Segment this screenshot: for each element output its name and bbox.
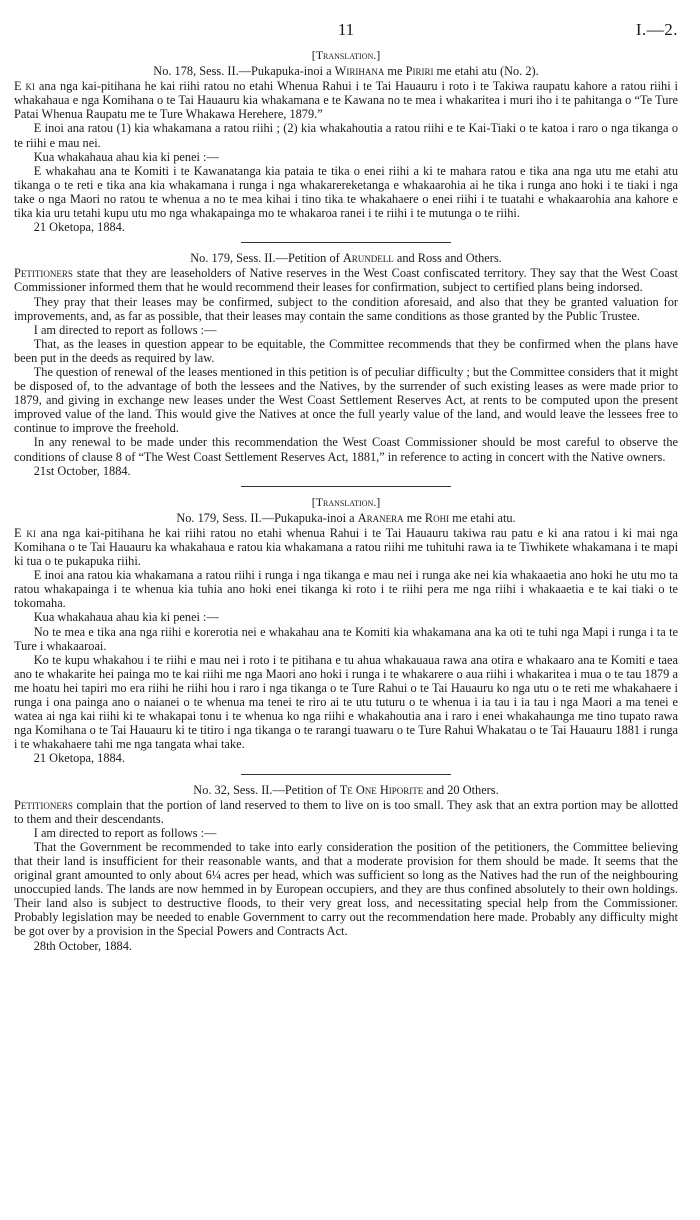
section-title bbox=[14, 251, 678, 265]
title-suffix: and Others. bbox=[441, 251, 502, 266]
paragraph: E inoi ana ratou kia whakamana a ratou riihi i runga i nga tikanga e mau nei i runga ake nei kia whakaaetia ano hoki he utu mo ta ratou whakapainga i te whenua kia tuhia ano hoki enei tikanga ki roto i te riihi pera me nga riihi i whakaaetia e te kai tiaki o te tokomaha. bbox=[14, 568, 678, 611]
paragraph: The question of renewal of the leases mentioned in this petition is of peculiar difficulty ; but the Committee considers that it might be disposed of, to the advantage of both the lessees and the Natives, by the surrender of such existing leases as were made prior to 1879, and giving in exchange new leases under the West Coast Settlement Reserves Act, at rents to be computed upon the present improved value of the land. This would give the Natives at once the full yearly value of the land, and would leave the lessees free to continue to improve the freehold. bbox=[14, 364, 678, 436]
title-prefix: No. 178, Sess. II.—Pukapuka-inoi a bbox=[153, 64, 335, 79]
section-title bbox=[14, 783, 678, 797]
lead-words: Petitioners bbox=[14, 797, 73, 812]
title-name: Wirihana bbox=[334, 64, 385, 79]
title-name: Rohi bbox=[424, 510, 450, 525]
title-suffix: me etahi atu. bbox=[449, 510, 516, 525]
section-title bbox=[14, 511, 678, 525]
paragraph: Ko te kupu whakahou i te riihi e mau nei i roto i te pitihana e tu ahua whakauaua rawa ana otira e whakaaro ana te Komiti e taea ano te whakarite hei painga mo te kai riihi me nga Maori ano hoki i runga i te whakarere o aua riihi i whakaritea i mua o te tau 1879 a me hoatu hei tapiri mo era riihi he riihi hou i raro i nga tikanga o te Ture Rahui o te Tai Hauauru ko nga utu o te reti me whakahaere i runga i ona painga ano o naianei o te whenua ma tenei te riro ai te utu tuturu o te whenua i ia tau i ia tau i nga Maori a ma tenei e watea ai nga kai riihi ki te whakapai tonu i te whenua ko nga riihi e whakahoutia ana i raro i enei whakahaunga me tino tupato rawa nga Komihana o te Tai Hauauru ki te titiro i nga tikanga o te rarangi tuawaru o te Ture Rahui Whakatau o te Tai Hauauru 1881 i runga i te whakahaere tahi me nga tangata whai take. bbox=[14, 652, 678, 752]
section-date: 21 Oketopa, 1884. bbox=[33, 220, 125, 235]
title-prefix: No. 179, Sess. II.—Pukapuka-inoi a bbox=[176, 510, 358, 525]
paragraph bbox=[14, 266, 678, 294]
page-number: 11 bbox=[337, 20, 355, 39]
title-suffix: me etahi atu (No. 2). bbox=[433, 64, 539, 79]
section-divider bbox=[241, 774, 451, 775]
title-name: Arundell bbox=[342, 251, 394, 266]
paragraph bbox=[14, 526, 678, 568]
paragraph: In any renewal to be made under this recommendation the West Coast Commissioner should be most careful to observe the conditions of clause 8 of “The West Coast Settlement Reserves Act, 1881,” in reference to acting in concert with the Native owners. bbox=[14, 435, 678, 464]
section-divider bbox=[241, 486, 451, 487]
paragraph: They pray that their leases may be confirmed, subject to the condition aforesaid, and also that they be granted valuation for improvements, and, as far as possible, that their leases may contain the same conditions as those granted by the Public Trustee. bbox=[14, 294, 678, 323]
title-name: Piriri bbox=[405, 64, 434, 79]
title-middle: and 20 Others. bbox=[423, 782, 499, 797]
title-middle: me bbox=[384, 64, 406, 79]
title-name: Ross bbox=[417, 251, 442, 266]
lead-words: E ki bbox=[14, 525, 36, 540]
section-petition-178-translation bbox=[14, 48, 678, 234]
translation-tag: [Translation.] bbox=[311, 494, 381, 509]
document-reference: I.—2. bbox=[635, 20, 678, 39]
paragraph: No te mea e tika ana nga riihi e korerotia nei e whakahau ana te Komiti kia whakamana ana ka oti te tuhi nga Mapi i runga i ta te Ture i whakaaroai. bbox=[14, 624, 678, 653]
section-title bbox=[14, 64, 678, 78]
title-middle: and bbox=[393, 251, 418, 266]
paragraph: I am directed to report as follows :— bbox=[33, 825, 217, 840]
paragraph: That, as the leases in question appear to be equitable, the Committee recommends that they be confirmed when the plans have been put in the deeds as required by law. bbox=[14, 336, 678, 365]
translation-tag: [Translation.] bbox=[311, 48, 381, 62]
paragraph: Kua whakahaua ahau kia ki penei :— bbox=[33, 149, 219, 164]
section-date: 28th October, 1884. bbox=[33, 938, 132, 953]
title-middle: me bbox=[403, 510, 425, 525]
paragraph: That the Government be recommended to take into early consideration the position of the petitioners, the Committee believing that their land is insufficient for their reasonable wants, and that a moderate provision for them should be made. It seems that the original grant amounted to only about 6¼ acres per head, which was sufficient so long as the Natives had the run of the neighbouring unoccupied lands. The lands are now hemmed in by European occupiers, and they are thus confined absolutely to their own holdings. Their land also is subject to destructive floods, to their very great loss, and necessitating special help from the Commissioner. Probably legislation may be needed to enable Government to carry out the recommendation here made. Probably any difficulty might be got over by a provision in the Special Powers and Contracts Act. bbox=[14, 839, 678, 939]
paragraph: E whakahau ana te Komiti i te Kawanatanga kia pataia te tika o enei riihi a ki te mahara ratou e tika ana nga utu me etahi atu tikanga o te reti e tika ana kia whakamana i runga i nga whakarereketanga e whakaarohia ai he tika i runga ano hoki i te tiaki i nga take o nga Maori no ratou te whenua a no te mea kihai i tino tika te whakahaere o enei riihi i te tuatahi e whakaarohia ana kahore e tika kia uru tetahi kupu utu mo nga whakapainga mo te whakaroa ranei i te riihi i te mutunga o te riihi. bbox=[14, 163, 678, 221]
section-date: 21 Oketopa, 1884. bbox=[33, 751, 125, 766]
section-date: 21st October, 1884. bbox=[33, 463, 131, 478]
paragraph-text: ana nga kai-pitihana he kai riihi ratou no etahi Whenua Rahui i te Tai Hauauru i roto i te Takiwa raupatu kahore a ratou riihi i whakahaua e nga Komihana o te Tai Hauauru kia whakamana e te Kawana no te mea i whakaritea i muri iho i te pahitanga o “Te Ture Patai Whenua Raupatu me te Ture Whakawa Herehere, 1879.” bbox=[14, 79, 678, 122]
paragraph-text: ana nga kai-pitihana he kai riihi ratou no etahi whenua Rahui i te Tai Hauauru takiwa rau patu e ki ana ratou i ki mai nga Komihana o te Tai Hauauru ka whakahaua e ratou kia whakamana a ratou riihi me tuhituhi rawa ia te Tiwhikete whakamana i te mapi ki tua o te pukapuka riihi. bbox=[14, 525, 679, 569]
paragraph: I am directed to report as follows :— bbox=[33, 322, 217, 337]
page-header bbox=[14, 0, 678, 38]
section-divider bbox=[241, 242, 451, 243]
paragraph-text: state that they are leaseholders of Native reserves in the West Coast confiscated territory. They say that the West Coast Commissioner informed them that he would recommend their leases for confirmation, subject to certified plans being indorsed. bbox=[14, 266, 678, 295]
title-name: Te One Hiporite bbox=[339, 782, 424, 797]
section-petition-179-translation bbox=[14, 495, 678, 766]
title-prefix: No. 32, Sess. II.—Petition of bbox=[193, 782, 340, 797]
section-petition-179-english bbox=[14, 251, 678, 478]
paragraph-text: complain that the portion of land reserved to them to live on is too small. They ask that an extra portion may be allotted to them and their descendants. bbox=[14, 797, 678, 826]
paragraph: E inoi ana ratou (1) kia whakamana a ratou riihi ; (2) kia whakahoutia a ratou riihi e te Kai-Tiaki o te katoa i raro o nga tikanga o te riihi e mau nei. bbox=[14, 121, 678, 150]
lead-words: Petitioners bbox=[14, 266, 73, 281]
title-name: Aranera bbox=[357, 510, 404, 525]
paragraph bbox=[14, 79, 678, 121]
paragraph: Kua whakahaua ahau kia ki penei :— bbox=[33, 610, 219, 625]
section-petition-32-english bbox=[14, 783, 678, 953]
paragraph bbox=[14, 798, 678, 826]
lead-words: E ki bbox=[14, 79, 35, 94]
title-prefix: No. 179, Sess. II.—Petition of bbox=[190, 251, 343, 266]
